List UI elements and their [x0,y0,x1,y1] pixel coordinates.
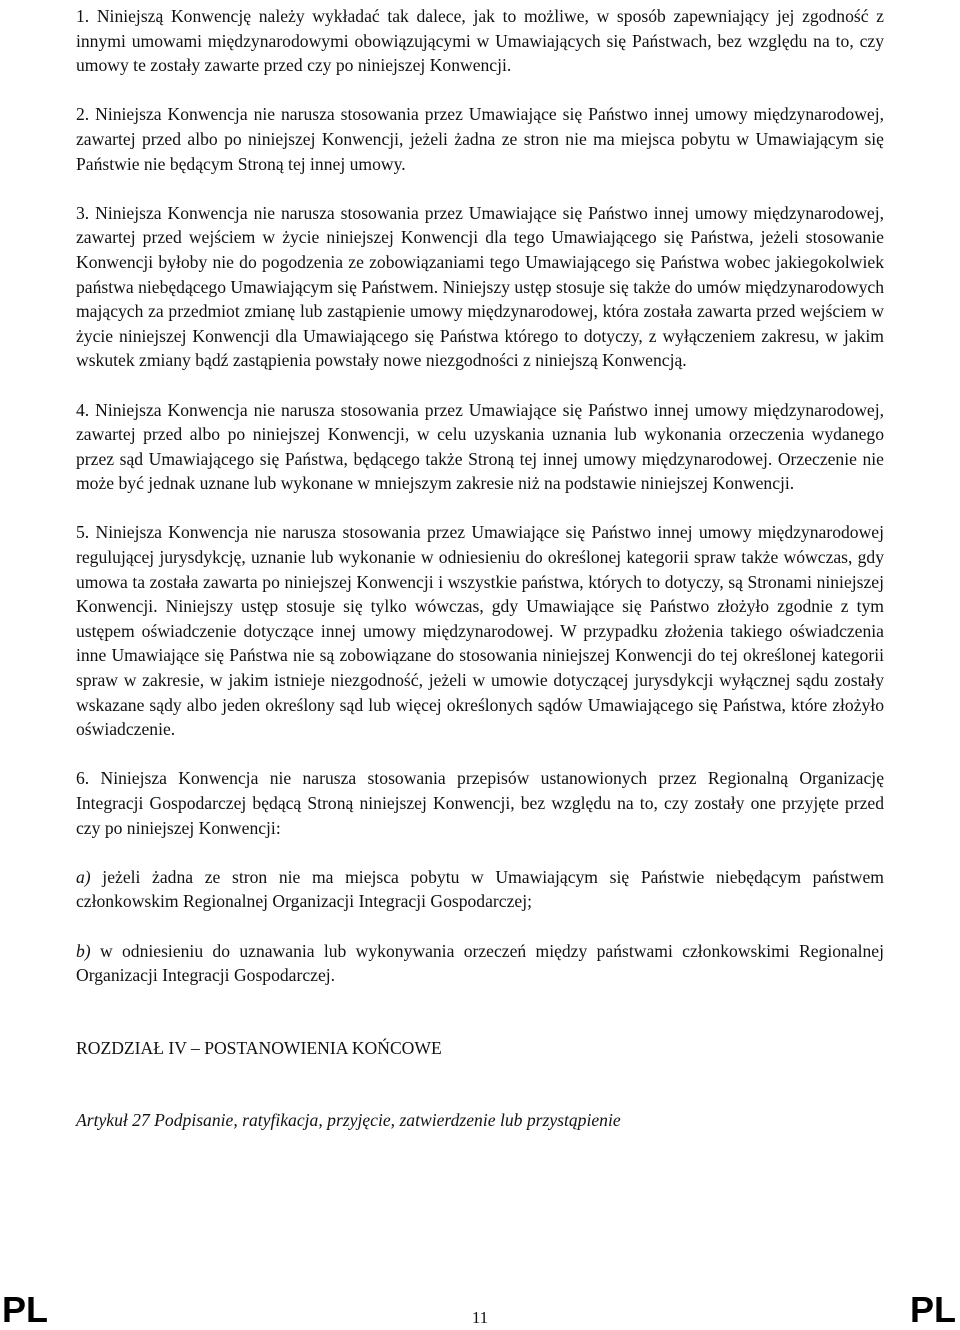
list-item-a [76,865,884,914]
paragraph-5: 5. Niniejsza Konwencja nie narusza stosowania przez Umawiające się Państwo innej umowy międzynarodowej regulującej jurysdykcję, uznanie lub wykonanie w odniesieniu do określonej kategorii spraw także wówczas, gdy umowa ta została zawarta po niniejszej Konwencji i wszystkie państwa, których to dotyczy, są Stronami niniejszej Konwencji. Niniejszy ustęp stosuje się tylko wówczas, gdy Umawiające się Państwo złożyło zgodnie z tym ustępem oświadczenie dotyczące innej umowy międzynarodowej. W przypadku złożenia takiego oświadczenia inne Umawiające się Państwa nie są zobowiązane do stosowania niniejszej Konwencji do tej określonej kategorii spraw w zakresie, w jakim istnieje niezgodność, jeżeli w umowie dotyczącej jurysdykcji wyłącznej sądu zostały wskazane sądy albo jeden określony sąd lub więcej określonych sądów Umawiającego się Państwa, które złożyło oświadczenie. [76,522,884,740]
page-number: 11 [471,1308,489,1327]
footer-language-left: PL [2,1289,49,1330]
paragraph-2: 2. Niniejsza Konwencja nie narusza stosowania przez Umawiające się Państwo innej umowy międzynarodowej, zawartej przed albo po niniejszej Konwencji, jeżeli żadna ze stron nie ma miejsca pobytu w Umawiającym się Państwie nie będącym Stroną tej innej umowy. [76,104,884,174]
paragraph-6: 6. Niniejsza Konwencja nie narusza stosowania przepisów ustanowionych przez Regionalną Organizację Integracji Gospodarczej będącą Stroną niniejszej Konwencji, bez względu na to, czy zostały one przyjęte przed czy po niniejszej Konwencji: [76,768,884,838]
list-item-b-label: b) [76,940,91,961]
chapter-heading: ROZDZIAŁ IV – POSTANOWIENIA KOŃCOWE [76,1037,442,1058]
list-item-a-text: jeżeli żadna ze stron nie ma miejsca pobytu w Umawiającym się Państwie niebędącym państwem członkowskim Regionalnej Organizacji Integracji Gospodarczej; [76,866,884,912]
paragraph-3: 3. Niniejsza Konwencja nie narusza stosowania przez Umawiające się Państwo innej umowy międzynarodowej, zawartej przed wejściem w życie niniejszej Konwencji dla tego Umawiającego się Państwa, jeżeli stosowanie Konwencji byłoby nie do pogodzenia ze zobowiązaniami tego Umawiającego się Państwa wobec jakiegokolwiek państwa niebędącego Umawiającym się Państwem. Niniejszy ustęp stosuje się także do umów międzynarodowych mających za przedmiot zmianę lub zastąpienie umowy międzynarodowej, która została zawarta przed wejściem w życie niniejszej Konwencji dla Umawiającego się Państwa którego to dotyczy, z wyłączeniem zakresu, w jakim wskutek zmiany bądź zastąpienia powstały nowe niezgodności z niniejszą Konwencją. [76,202,884,371]
article-heading: Artykuł 27 Podpisanie, ratyfikacja, przyjęcie, zatwierdzenie lub przystąpienie [76,1110,621,1131]
paragraph-4: 4. Niniejsza Konwencja nie narusza stosowania przez Umawiające się Państwo innej umowy międzynarodowej, zawartej przed albo po niniejszej Konwencji, w celu uzyskania uznania lub wykonania orzeczenia wydanego przez sąd Umawiającego się Państwa, będącego także Stroną tej innej umowy międzynarodowej. Orzeczenie nie może być jednak uznane lub wykonane w mniejszym zakresie niż na podstawie niniejszej Konwencji. [76,399,884,494]
list-item-a-label: a) [76,866,91,887]
list-item-b-text: w odniesieniu do uznawania lub wykonywania orzeczeń między państwami członkowskimi Regionalnej Organizacji Integracji Gospodarczej. [76,940,884,986]
list-item-b [76,939,884,988]
paragraph-1: 1. Niniejszą Konwencję należy wykładać tak dalece, jak to możliwe, w sposób zapewniający jej zgodność z innymi umowami międzynarodowymi obowiązującymi w Umawiających się Państwach, bez względu na to, czy umowy te zostały zawarte przed czy po niniejszej Konwencji. [76,6,884,76]
footer-language-right: PL [909,1289,956,1330]
document-body [76,4,884,1133]
